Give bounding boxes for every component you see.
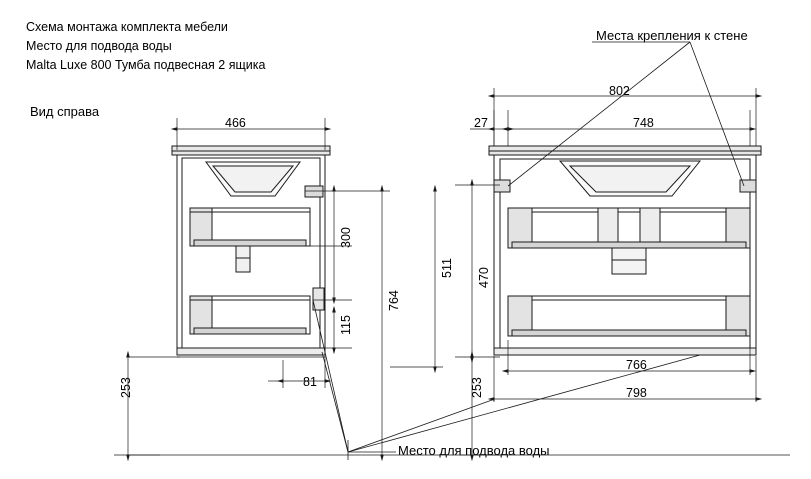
dim-27: 27 (474, 116, 488, 130)
front-view-cabinet (489, 146, 761, 355)
callout-water-supply-label: Место для подвода воды (398, 443, 550, 458)
dim-81: 81 (303, 375, 317, 389)
dim-253-right: 253 (470, 377, 484, 398)
dim-748: 748 (633, 116, 654, 130)
title-line-1: Схема монтажа комплекта мебели (26, 20, 228, 34)
dim-300: 300 (339, 227, 353, 248)
title-line-2: Место для подвода воды (26, 38, 172, 53)
dim-466: 466 (225, 116, 246, 130)
title-line-3: Malta Luxe 800 Тумба подвесная 2 ящика (26, 57, 266, 72)
dim-470: 470 (477, 267, 491, 288)
dim-798: 798 (626, 386, 647, 400)
dim-802: 802 (609, 84, 630, 98)
dim-766: 766 (626, 358, 647, 372)
dim-253-left: 253 (119, 377, 133, 398)
side-view-cabinet (172, 146, 330, 355)
dim-764: 764 (387, 290, 401, 311)
view-label-right: Вид справа (30, 104, 100, 119)
dim-115: 115 (339, 315, 353, 335)
dim-511: 511 (440, 258, 454, 278)
callout-wall-mounts-label: Места крепления к стене (596, 28, 748, 43)
